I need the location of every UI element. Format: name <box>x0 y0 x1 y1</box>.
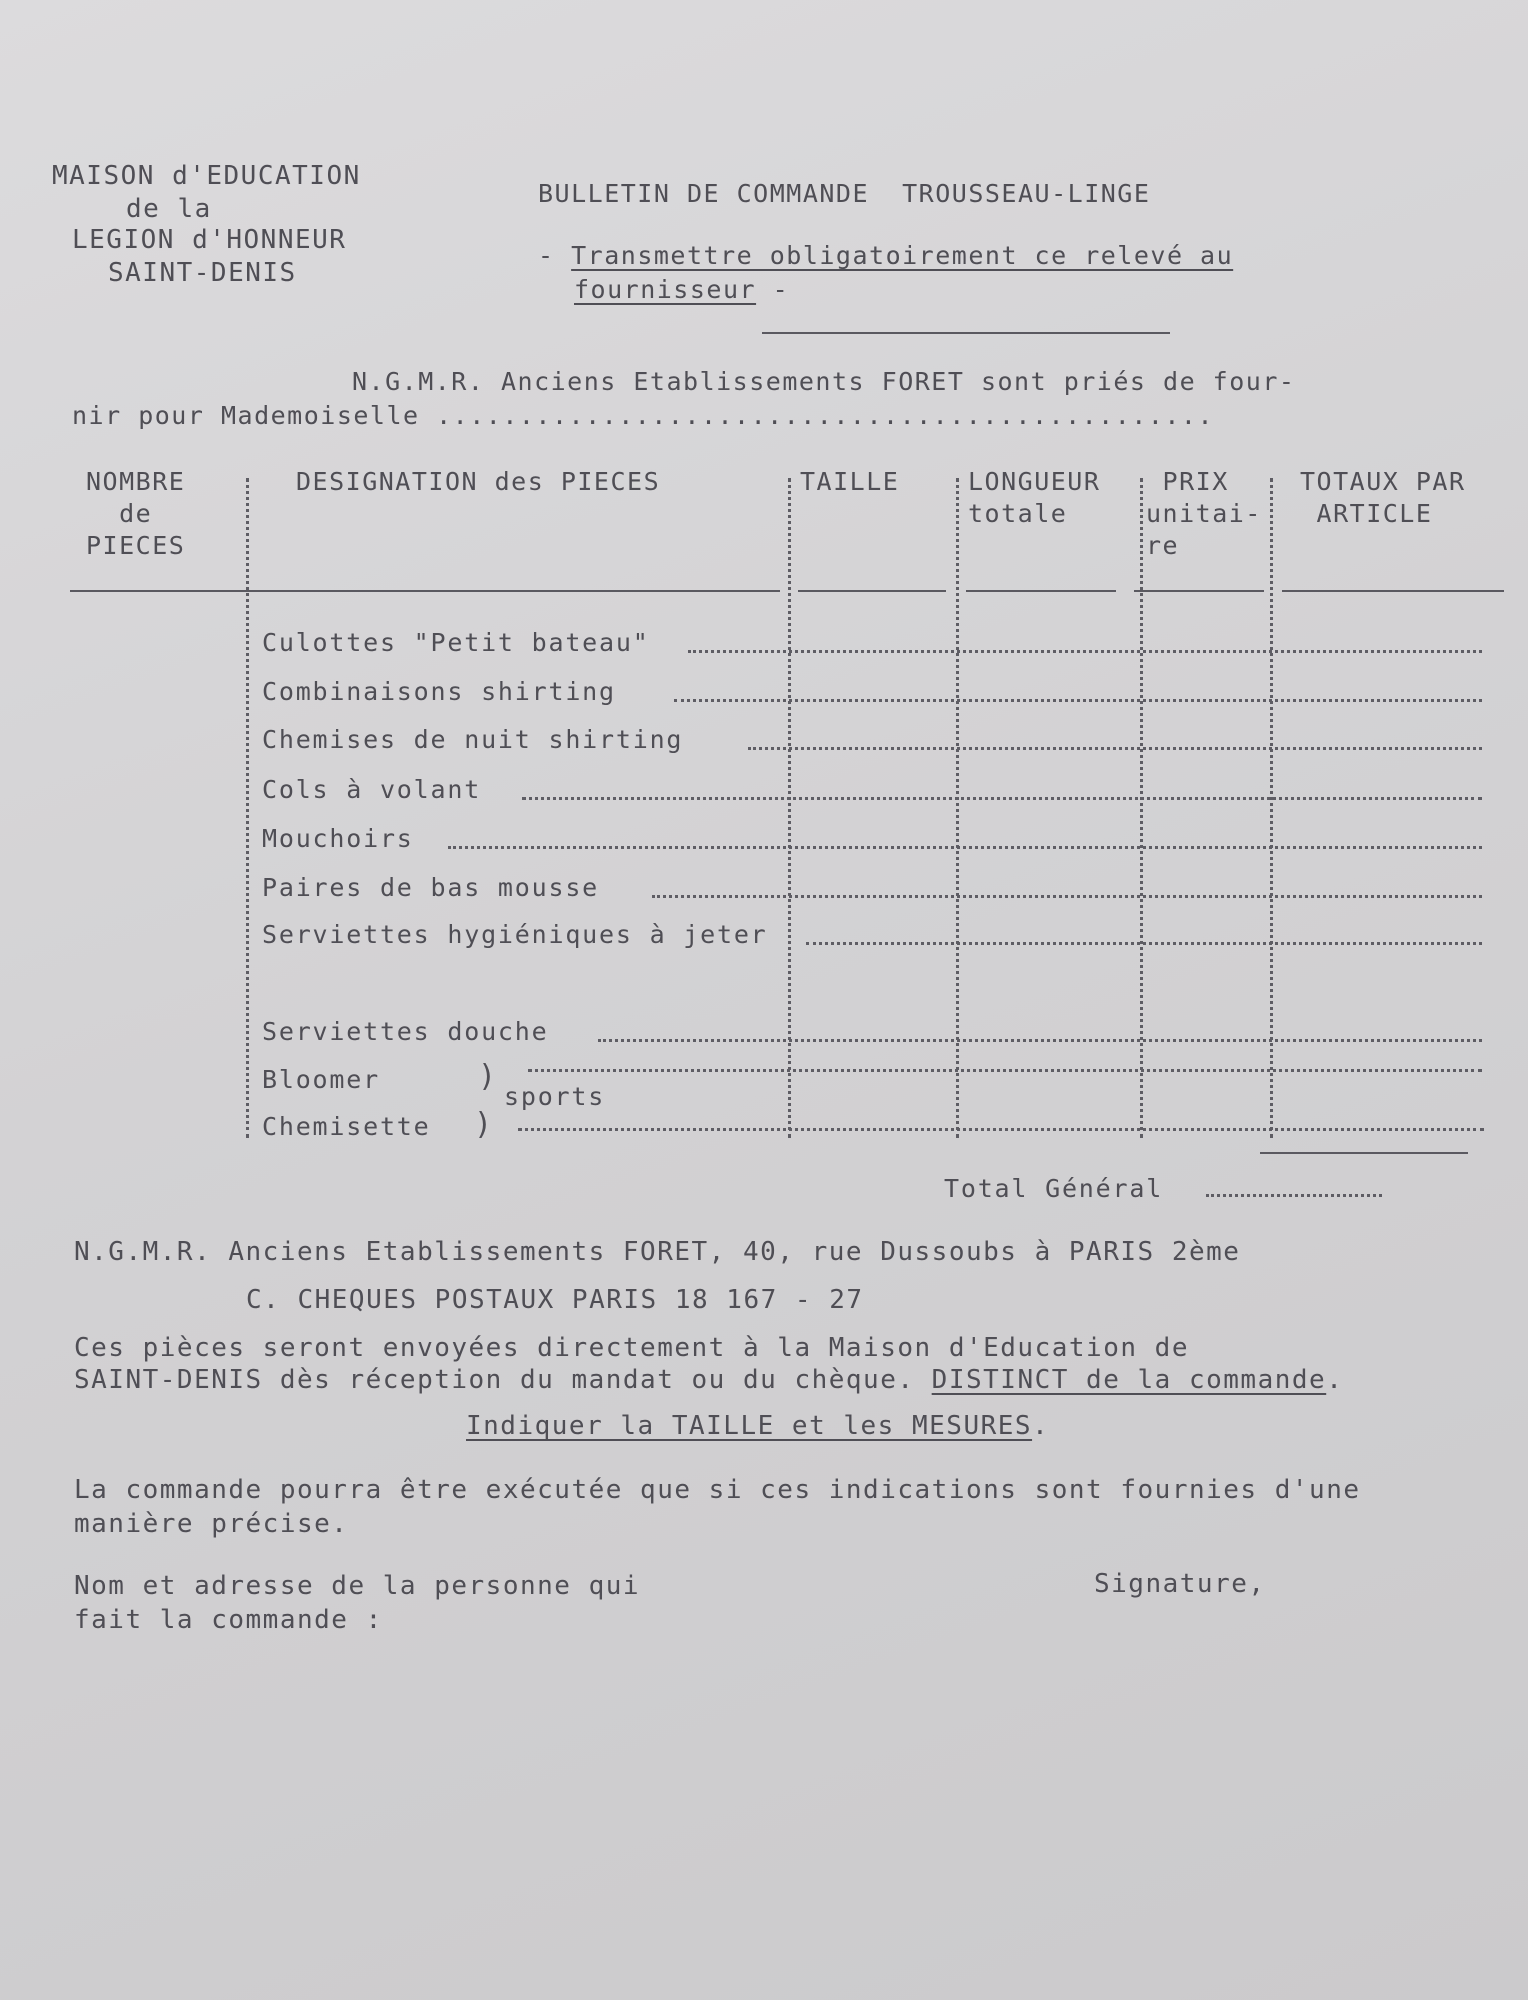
item-leader-2 <box>674 699 1482 702</box>
title-separator-rule <box>762 332 1170 334</box>
instruction-text-2: fournisseur <box>574 275 757 304</box>
condition-note-line-2: manière précise. <box>74 1509 349 1539</box>
header-totaux: TOTAUX PAR ARTICLE <box>1300 467 1466 528</box>
condition-note-line-1: La commande pourra être exécutée que si ces indications sont fournies d'une <box>74 1475 1361 1505</box>
sports-label: sports <box>504 1082 606 1111</box>
institution-line-2: de la <box>126 194 212 224</box>
instruction-dash-close: - <box>756 275 790 304</box>
item-label-5: Mouchoirs <box>262 824 414 853</box>
item-leader-9 <box>598 1039 1482 1042</box>
form-title: BULLETIN DE COMMANDE TROUSSEAU-LINGE <box>538 179 1151 208</box>
item-label-10: Bloomer <box>262 1065 380 1094</box>
item-leader-4 <box>522 797 1482 800</box>
signature-label: Signature, <box>1094 1569 1266 1599</box>
shipping-note-distinct: DISTINCT de la commande <box>931 1365 1327 1395</box>
instruction-text-1: Transmettre obligatoirement ce relevé au <box>571 241 1234 270</box>
supplier-address: N.G.M.R. Anciens Etablissements FORET, 40, rue Dussoubs à PARIS 2ème <box>74 1237 1241 1267</box>
institution-line-3: LEGION d'HONNEUR <box>72 225 347 255</box>
instruction-dash-open: - <box>538 241 572 270</box>
item-label-3: Chemises de nuit shirting <box>262 725 684 754</box>
sports-brace-top: ) <box>478 1059 498 1094</box>
buyer-label-line-2: fait la commande : <box>74 1605 383 1635</box>
header-rule-designation <box>70 590 780 592</box>
item-label-6: Paires de bas mousse <box>262 873 600 902</box>
institution-line-4: SAINT-DENIS <box>108 258 297 288</box>
item-label-1: Culottes "Petit bateau" <box>262 628 650 657</box>
item-leader-7 <box>806 942 1482 945</box>
instruction-line-2 <box>574 274 789 306</box>
column-separator-1 <box>246 478 249 1138</box>
item-leader-10 <box>528 1069 1482 1072</box>
item-label-4: Cols à volant <box>262 775 482 804</box>
header-designation: DESIGNATION des PIECES <box>296 467 661 496</box>
item-leader-5 <box>448 846 1482 849</box>
intro-line-2: nir pour Mademoiselle ............................................... <box>72 401 1215 430</box>
shipping-note-line-2 <box>74 1364 1343 1396</box>
header-longueur: LONGUEUR totale <box>968 467 1101 528</box>
header-rule-totaux <box>1282 590 1504 592</box>
item-leader-1 <box>688 650 1482 653</box>
header-rule-longueur <box>966 590 1116 592</box>
item-leader-11 <box>518 1128 1484 1131</box>
size-note-period: . <box>1032 1411 1050 1441</box>
header-rule-prix <box>1134 590 1264 592</box>
total-general-label: Total Général <box>944 1174 1164 1203</box>
shipping-note-period: . <box>1326 1365 1344 1395</box>
item-label-11: Chemisette <box>262 1112 431 1141</box>
shipping-note-line-1: Ces pièces seront envoyées directement à la Maison d'Education de <box>74 1333 1189 1363</box>
intro-line-1: N.G.M.R. Anciens Etablissements FORET sont priés de four- <box>352 367 1296 396</box>
shipping-note-text: SAINT-DENIS dès réception du mandat ou du chèque. <box>74 1365 932 1395</box>
sports-brace-bottom: ) <box>474 1107 494 1142</box>
item-label-9: Serviettes douche <box>262 1017 549 1046</box>
institution-line-1: MAISON d'EDUCATION <box>52 161 361 191</box>
total-rule <box>1260 1152 1468 1154</box>
header-prix: PRIX unitai- re <box>1146 467 1262 560</box>
header-taille: TAILLE <box>800 467 900 496</box>
item-label-7: Serviettes hygiéniques à jeter <box>262 920 768 949</box>
total-general-leader <box>1206 1194 1382 1197</box>
item-leader-3 <box>748 747 1482 750</box>
item-label-2: Combinaisons shirting <box>262 677 616 706</box>
cheques-postaux: C. CHEQUES POSTAUX PARIS 18 167 - 27 <box>246 1285 864 1315</box>
header-rule-taille <box>798 590 946 592</box>
size-note <box>466 1410 1049 1442</box>
header-nombre-pieces: NOMBRE de PIECES <box>86 467 186 560</box>
item-leader-6 <box>652 895 1482 898</box>
buyer-label-line-1: Nom et adresse de la personne qui <box>74 1571 641 1601</box>
size-note-text: Indiquer la TAILLE et les MESURES <box>466 1411 1033 1441</box>
instruction-line-1 <box>538 240 1233 272</box>
